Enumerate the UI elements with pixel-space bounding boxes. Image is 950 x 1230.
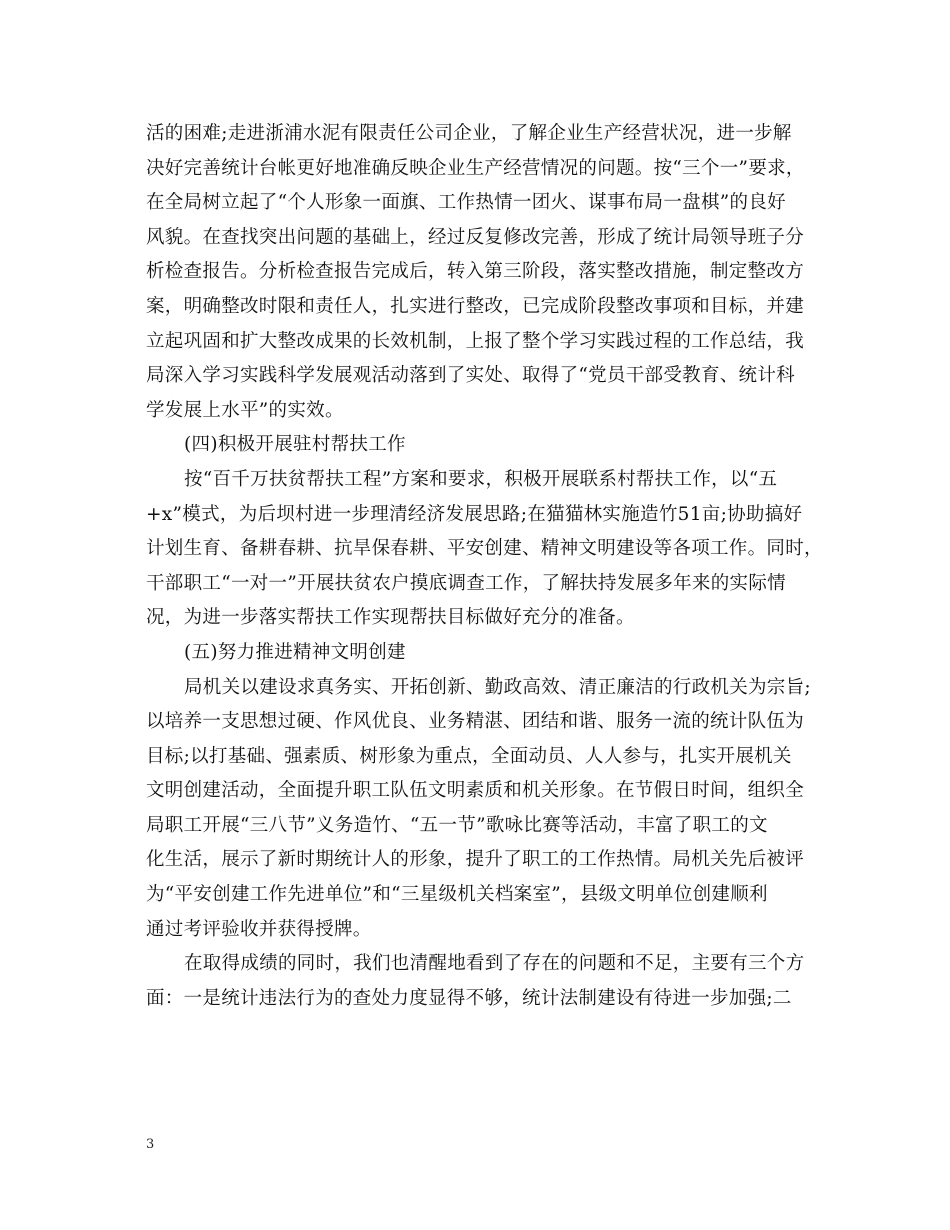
text-line: 局深入学习实践科学发展观活动落到了实处、取得了“党员干部受教育、统计科 bbox=[146, 365, 795, 387]
text-line: 化生活，展示了新时期统计人的形象，提升了职工的工作热情。局机关先后被评 bbox=[146, 849, 805, 871]
text-line: 学发展上水平”的实效。 bbox=[146, 399, 344, 421]
body-text bbox=[146, 117, 823, 1016]
text-line: 决好完善统计台帐更好地准确反映企业生产经营情况的问题。按“三个一”要求， bbox=[146, 157, 805, 179]
text-line: 在取得成绩的同时，我们也清醒地看到了存在的问题和不足，主要有三个方 bbox=[184, 953, 805, 975]
text-line: 按“百千万扶贫帮扶工程”方案和要求，积极开展联系村帮扶工作，以“五 bbox=[184, 468, 778, 490]
text-line: 以培养一支思想过硬、作风优良、业务精湛、团结和谐、服务一流的统计队伍为 bbox=[146, 711, 805, 733]
page-number: 3 bbox=[146, 1137, 155, 1152]
text-line: 为“平安创建工作先进单位”和“三星级机关档案室”，县级文明单位创建顺利 bbox=[146, 884, 768, 906]
text-line: 况，为进一步落实帮扶工作实现帮扶目标做好充分的准备。 bbox=[146, 607, 635, 629]
text-line: 文明创建活动，全面提升职工队伍文明素质和机关形象。在节假日时间，组织全 bbox=[146, 780, 805, 802]
text-line: 立起巩固和扩大整改成果的长效机制，上报了整个学习实践过程的工作总结，我 bbox=[146, 330, 805, 352]
text-line: 局机关以建设求真务实、开拓创新、勤政高效、清正廉洁的行政机关为宗旨; bbox=[184, 676, 811, 698]
text-line: 目标;以打基础、强素质、树形象为重点，全面动员、人人参与，扎实开展机关 bbox=[146, 745, 792, 767]
text-line: 干部职工“一对一”开展扶贫农户摸底调查工作，了解扶持发展多年来的实际情 bbox=[146, 572, 786, 594]
text-line: 计划生育、备耕春耕、抗旱保春耕、平安创建、精神文明建设等各项工作。同时， bbox=[146, 538, 823, 560]
text-line: +x”模式，为后坝村进一步理清经济发展思路;在猫猫林实施造竹51亩;协助搞好 bbox=[146, 503, 803, 525]
text-line: 案，明确整改时限和责任人，扎实进行整改，已完成阶段整改事项和目标，并建 bbox=[146, 295, 805, 317]
text-line: 面：一是统计违法行为的查处力度显得不够，统计法制建设有待进一步加强;二 bbox=[146, 987, 792, 1009]
text-line: 在全局树立起了“个人形象一面旗、工作热情一团火、谋事布局一盘棋”的良好 bbox=[146, 192, 786, 214]
section-heading: (五)努力推进精神文明创建 bbox=[184, 641, 406, 663]
text-line: 析检查报告。分析检查报告完成后，转入第三阶段，落实整改措施，制定整改方 bbox=[146, 261, 805, 283]
text-line: 通过考评验收并获得授牌。 bbox=[146, 918, 372, 940]
text-line: 风貌。在查找突出问题的基础上，经过反复修改完善，形成了统计局领导班子分 bbox=[146, 226, 805, 248]
text-line: 活的困难;走进浙浦水泥有限责任公司企业，了解企业生产经营状况，进一步解 bbox=[146, 123, 792, 144]
text-line: 局职工开展“三八节”义务造竹、“五一节”歌咏比赛等活动，丰富了职工的文 bbox=[146, 814, 768, 836]
section-heading: (四)积极开展驻村帮扶工作 bbox=[184, 434, 406, 456]
